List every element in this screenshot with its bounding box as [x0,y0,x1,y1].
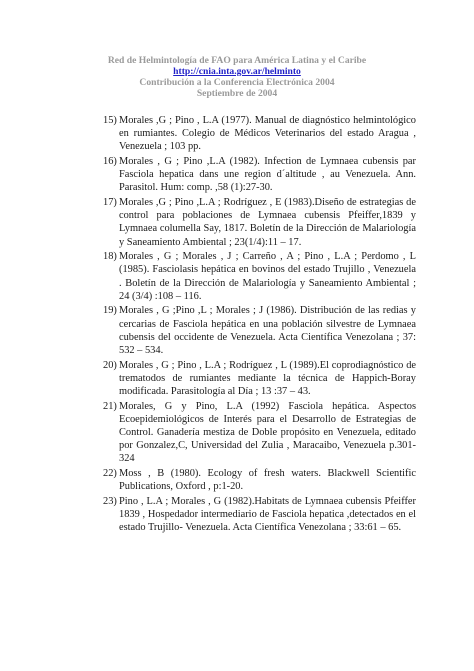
reference-text: Morales , G ; Pino , L.A ; Rodríguez , L (1989).El coprodiagnóstico de trematodos de rumiantes mediante la técnica de Happich-Boray modificada. Parasitología al Día ; 13 :37 – 43. [119,359,416,398]
reference-text: Morales , G ; Morales , J ; Carreño , A ; Pino , L.A ; Perdomo , L (1985). Fasciolasis hepática en bovinos del estado Trujillo , Venezuela . Boletín de la Dirección de Malariología y Saneamiento Ambiental ; 24 (3/4) :108 – 116. [119,251,416,302]
header-conference: Contribución a la Conferencia Electrónica 2004 [139,77,335,88]
reference-number: 17) [103,197,117,208]
reference-number: 18) [103,251,117,263]
reference-number: 15) [103,115,117,126]
reference-item [103,155,416,195]
reference-item [103,304,416,357]
reference-number: 16) [103,156,117,167]
reference-item [103,196,416,249]
reference-item [103,359,416,399]
reference-text: Pino , L.A ; Morales , G (1982).Habitats de Lymnaea cubensis Pfeiffer 1839 , Hospedador intermediario de Fasciola hepatica ,detectados en el estado Trujillo- Venezuela. Acta Científica Venezolana ; 33:61 – 65. [119,495,416,534]
reference-text: Morales , G ;Pino ,L ; Morales ; J (1986). Distribución de las redias y cercarias de Fasciola hepática en una población silvestre de Lymnaea cubensis del occidente de Venezuela. Acta Científica Venezolana ; 37: 532 – 534. [119,305,416,357]
reference-text: Morales ,G ; Pino ,L.A ; Rodríguez , E (1983).Diseño de estrategias de control para poblaciones de Lymnaea cubensis Pfeiffer,1839 y Lymnaea columella Say, 1817. Boletín de la Dirección de Malariología y Saneamiento Ambiental ; 23(1/4):11 – 17. [119,197,416,248]
reference-number: 22) [103,468,117,480]
reference-number: 19) [103,305,117,317]
reference-item [103,114,416,154]
page-header [0,55,474,99]
header-date: Septiembre de 2004 [196,88,278,99]
reference-number: 23) [103,495,117,507]
reference-text: Morales , G ; Pino ,L.A (1982). Infection de Lymnaea cubensis par Fasciola hepatica dans une region d´altitude , au Venezuela. Ann. Parasitol. Hum: comp. ,58 (1):27-30. [119,156,416,194]
header-link[interactable]: http://cnia.inta.gov.ar/helminto [173,66,301,77]
reference-item [103,495,416,535]
reference-item [103,250,416,303]
reference-list [103,114,416,536]
reference-text: Moss , B (1980). Ecology of fresh waters. Blackwell Scientific Publications, Oxford , p:1-20. [119,468,416,493]
reference-number: 21) [103,400,117,412]
reference-item [103,467,416,493]
reference-text: Morales, G y Pino, L.A (1992) Fasciola hepática. Aspectos Ecoepidemiológicos de Interés para el Desarrollo de Estrategias de Control. Ganadería mestiza de Doble propósito en Venezuela, editado por Gonzalez,C, Universidad del Zulia , Maracaibo, Venezuela p.301-324 [119,400,416,465]
reference-text: Morales ,G ; Pino , L.A (1977). Manual de diagnóstico helmintológico en rumiantes. Colegio de Médicos Veterinarios del estado Aragua , Venezuela ; 103 pp. [119,115,416,153]
reference-number: 20) [103,359,117,371]
header-network-title: Red de Helmintología de FAO para América Latina y el Caribe [107,55,367,66]
reference-item [103,400,416,466]
